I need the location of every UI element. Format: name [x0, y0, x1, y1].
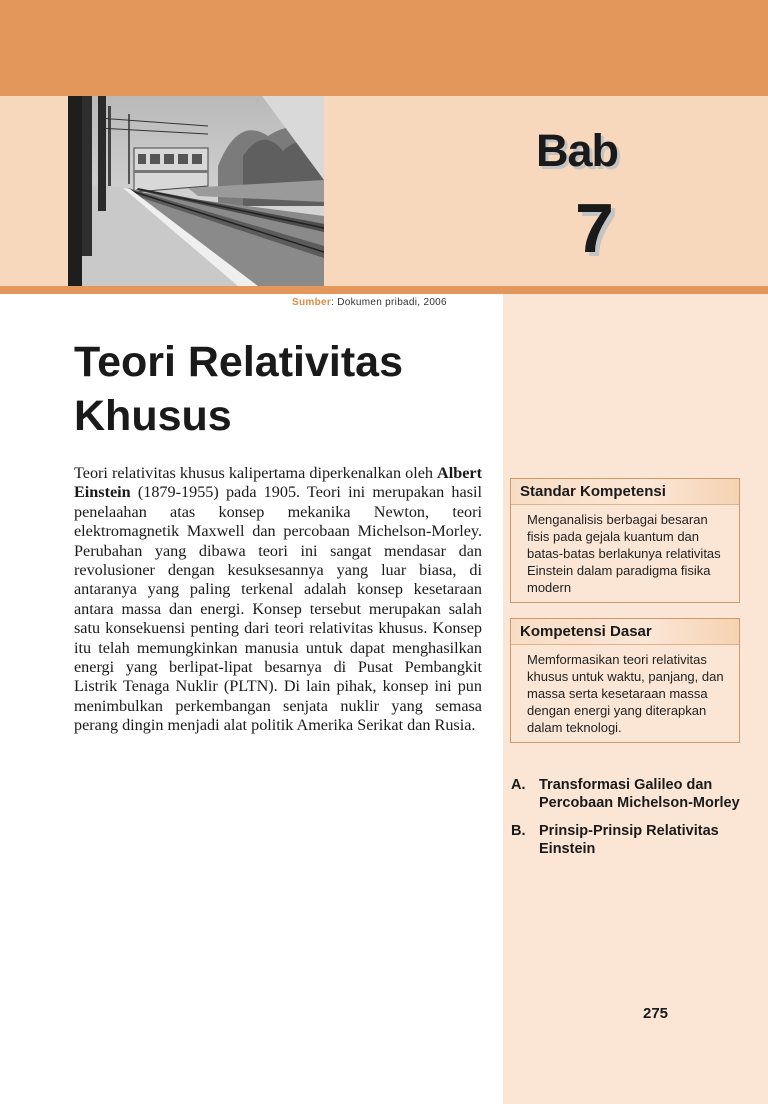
- chapter-title: [74, 335, 403, 443]
- topic-list: [511, 776, 761, 868]
- chapter-number: 7: [575, 189, 614, 267]
- topic-title: Transformasi Galileo dan Percobaan Michelson-Morley: [539, 777, 740, 811]
- intro-name: Albert Einstein: [74, 464, 482, 502]
- intro-paragraph: [74, 464, 482, 736]
- kompetensi-dasar-header: [511, 619, 739, 645]
- kompetensi-dasar-box: [510, 618, 740, 743]
- topic-title: Prinsip-Prinsip Relativitas Einstein: [539, 823, 719, 857]
- intro-text-2: (1879-1955) pada 1905. Teori ini merupakan hasil penelaahan atas konsep mekanika Newton, teori elektromagnetik Maxwell dan percobaan Michelson-Morley. Perubahan yang dibawa teori ini sangat mendasar dan revolusioner dengan kesuksesannya yang luar biasa, di antaranya yang paling terkenal adalah konsep kesetaraan antara massa dan energi. Konsep tersebut merupakan salah satu konsekuensi penting dari teori relativitas khusus. Konsep itu telah memungkinkan manusia untuk dapat menghasilkan energi yang berlipat-lipat besarnya di Pusat Pembangkit Listrik Tenaga Nuklir (PLTN). Di lain pihak, konsep ini pun menimbulkan perkembangan senjata nuklir yang semasa perang dingin menjadi alat politik Amerika Serikat dan Rusia.: [74, 483, 482, 735]
- caption-label: Sumber: [292, 297, 332, 308]
- topic-letter: A.: [511, 777, 526, 793]
- chapter-title-line-2: Khusus: [74, 392, 232, 440]
- intro-text-1: Teori relativitas khusus kalipertama diperkenalkan oleh: [74, 464, 438, 482]
- topic-item: [511, 776, 761, 812]
- kompetensi-dasar-heading: Kompetensi Dasar: [520, 623, 652, 640]
- chapter-word: Bab: [536, 125, 619, 176]
- page-number: 275: [643, 1005, 669, 1022]
- header-bottom-rule: [0, 286, 768, 294]
- topic-item: [511, 822, 761, 858]
- standar-kompetensi-text: Menganalisis berbagai besaran fisis pada gejala kuantum dan batas-batas berlakunya relativitas Einstein dalam paradigma fisika modern: [527, 512, 721, 595]
- standar-kompetensi-box: [510, 478, 740, 603]
- caption-text: : Dokumen pribadi, 2006: [331, 297, 447, 308]
- header-diagonal-wedge: [0, 0, 768, 294]
- kompetensi-dasar-text: Memformasikan teori relativitas khusus untuk waktu, panjang, dan massa serta kesetaraan massa dengan energi yang diterapkan dalam teknologi.: [527, 652, 724, 735]
- topic-letter: B.: [511, 823, 526, 839]
- chapter-title-line-1: Teori Relativitas: [74, 338, 403, 386]
- photo-caption: [292, 297, 447, 308]
- standar-kompetensi-header: [511, 479, 739, 505]
- standar-kompetensi-heading: Standar Kompetensi: [520, 483, 666, 500]
